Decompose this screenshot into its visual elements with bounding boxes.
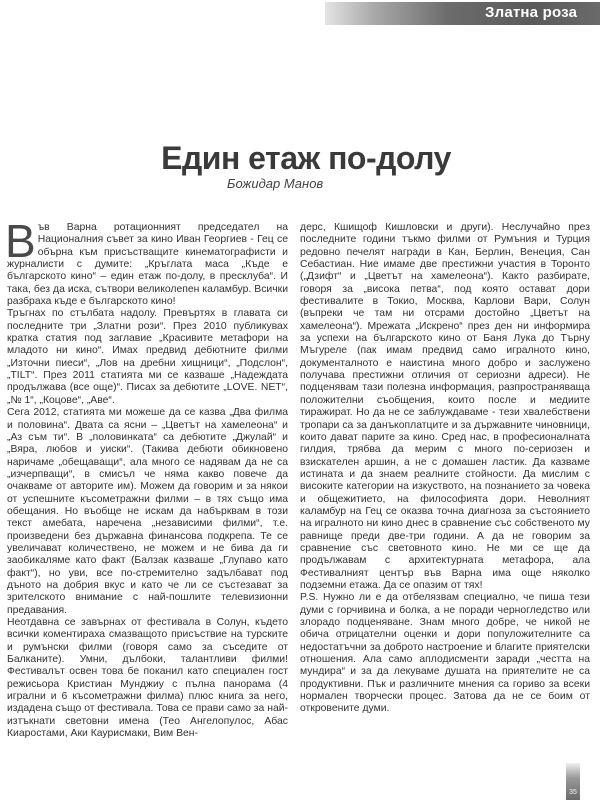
paragraph: Сега 2012, статията ми можеше да се казва „Два филма и половина“. Двата са ясни – „Цветът на хамелеона“ и „Аз съм ти“. В „половинката“ са дебютите „Джулай“ и „Вяра, любов и уиски“. (Такива дебюти обикновено наричаме „обещаващи“, ала много се надявам да не са „изчерпващи“, в смисъл че няма какво повече да очакваме от авторите им). Можем да говорим и за някои от успешните късометражни филми – в тях също има обещания. Но въобще не искам да набърквам в този текст амебата, наречена „независими филми“, т.е. произведени без държавна финансова подкрепа. Те се увеличават количествено, не можем и не бива да ги заобикаляме като факт (Балзак казваше „Глупаво като факт“), но уви, все по-стремително задълбават под дъното на добрия вкус и като че ли се състезават за зрителското внимание с най-пошлите телевизионни предавания. (7, 407, 288, 616)
article-column-right (300, 222, 590, 716)
paragraph: Неотдавна се завърнах от фестивала в Солун, където всички коментираха смазващото присъствие на турските и румънски филми (говоря само за съседите от Балканите). Умни, дълбоки, талантливи филми! Фестивалът освен това бе поканил като специален гост режисьора Кристиан Мунджиу с пълна панорама (4 игрални и 6 късометражни филма) плюс книга за него, издадена също от фестивала. Това се прави само за най-изтъкнати световни имена (Тео Ангелопулос, Абас Киаростами, Аки Каурисмаки, Вим Вен- (7, 617, 288, 740)
article-title: Един етаж по-долу (161, 140, 451, 176)
article-author: Божидар Манов (227, 176, 324, 191)
section-header-bar (325, 2, 600, 25)
paragraph: Във Варна ротационният председател на Националния съвет за кино Иван Георгиев - Гец се обърна към присъстващите кинематографисти и журналисти с думите: „Кръглата маса „Къде е българското кино“ – един етаж по-долу, в пресклуба“. И така, без да иска, сътвори великолепен каламбур. Всички разбраха къде е българското кино! (5, 215, 288, 308)
page-number: 35 (569, 789, 577, 796)
article-column-left (5, 215, 288, 740)
drop-cap: В (5, 215, 36, 267)
section-title: Златна роза (485, 4, 578, 21)
paragraph-postscript: P.S. Нужно ли е да отбелязвам специално, че пиша тези думи с горчивина и болка, а не поради черногледство или злорадо подценяване. Знам много добре, че никой не обича отрицателни оценки и дори популожителните са недостатъчни за доброто настроение и благите приятелски отношения. Ала само аплодисменти заради „честта на мундира“ и за да лекуваме душата на приятелите не са продуктивни. Пък и различните мнения са гориво за всеки нормален творчески процес. Затова да не се боим от откровените думи. (300, 592, 590, 715)
paragraph: Тръгнах по стълбата надолу. Превъртях в главата си последните три „Златни рози“. През 2010 публикувах кратка статия под заглавие „Красивите метафори на младото ни кино“. Имах предвид дебютните филми „Източни пиеси“, „Лов на дребни хищници“, „Подслон“, „TILT“. През 2011 статията ми се казваше „Надеждата продължава (все още)“. Писах за дебютите „LOVE. NET“, „№ 1“, „Коцове“, „Аве“. (7, 308, 288, 406)
paragraph: дерс, Кшищоф Кишловски и други). Неслучайно през последните години тъкмо филми от Румъния и Турция редовно печелят награди в Кан, Берлин, Венеция, Сан Себастиан. Ние имаме две престижни участия в Торонто („Дзифт“ и „Цветът на хамелеона“). Както разбирате, говоря за „висока петва“, под която остават дори фестивалите в Токио, Москва, Карлови Вари, Солун (въпреки че там ни отсрами достойно „Цветът на хамелеона“). Мрежата „Искрено“ през ден ни информира за успехи на българското кино от Баня Лука до Търну Мъгуреле (пак имам предвид само игралното кино, документалното е наистина много добро и заслужено получава престижни отличия от сериозни адреси). Не подценявам тази полезна информация, разпространяваща положителни съобщения, които после и медиите тиражират. Но да не се заблуждаваме - тези хвалебствени тропари са за данъкоплатците и за държавните чиновници, които дават парите за кино. Сред нас, в професионалната гилдия, трябва да мерим с много по-сериозен и взискателен аршин, а не с домашен ластик. Да казваме истината и да знаем реалните стойности. Да мислим с високите категории на изкуството, на познанието за човека и общежитието, на философията дори. Неволният каламбур на Гец се оказва точна диагноза за състоянието на игралното ни кино днес в сравнение със собственото му равнище преди две-три години. А да не говорим за сравнение със световното кино. Не ми се ще да продължавам с архитектурната метафора, ала Фестивалният център във Варна има още няколко подземни етажа. Да се опазим от тях! (300, 222, 590, 591)
page-number-tab (566, 763, 580, 800)
